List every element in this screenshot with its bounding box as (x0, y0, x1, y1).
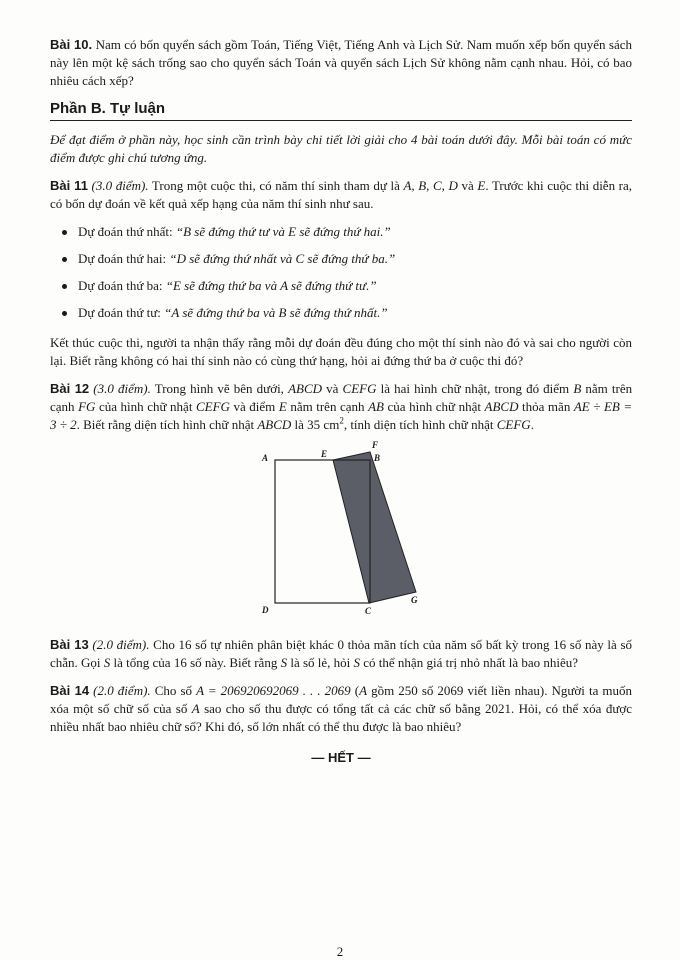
math-number-a: A = 206920692069 . . . 2069 (196, 683, 351, 698)
problem-10-text: Nam có bốn quyển sách gồm Toán, Tiếng Việt, Tiếng Anh và Lịch Sử. Nam muốn xếp bốn quyển sách này lên một kệ sách trống sao cho quyển sách Toán và quyển sách Lịch Sử không nằm cạnh nhau. Hỏi, có bao nhiêu cách xếp? (50, 37, 633, 88)
prediction-quote: “D sẽ đứng thứ nhất và C sẽ đứng thứ ba.” (169, 251, 396, 266)
section-b-intro: Để đạt điểm ở phần này, học sinh cần trình bày chi tiết lời giải cho 4 bài toán dưới đây. Mỗi bài toán có mức điểm được ghi chú tương ứng. (50, 132, 632, 165)
problem-12-label: Bài 12 (50, 381, 90, 396)
problem-13-text: có thể nhận giá trị nhỏ nhất là bao nhiêu? (363, 655, 579, 670)
problem-10 (50, 36, 632, 90)
prediction-item (50, 250, 632, 268)
problem-12-text: . Biết rằng diện tích hình chữ nhật (76, 417, 255, 432)
math-abcd: ABCD (257, 417, 292, 432)
problem-11-conclusion: Kết thúc cuộc thi, người ta nhận thấy rằng mỗi dự đoán đều đúng cho một thí sinh nào đó và sai cho người còn lại. Biết rằng không có hai thí sinh nào có cùng thứ hạng, hỏi ai đứng thứ ba ở cuộc thi đó? (50, 335, 632, 368)
math-cefg: CEFG (342, 381, 377, 396)
math-cefg: CEFG (496, 417, 531, 432)
label-g: G (411, 595, 418, 605)
problem-13-text: là số lẻ, hỏi (290, 655, 351, 670)
prediction-label: Dự đoán thứ nhất: (78, 224, 173, 239)
label-a: A (262, 453, 269, 463)
section-b-title: Phần B. Tự luận (50, 100, 166, 117)
label-e: E (321, 449, 328, 459)
section-b-heading (50, 100, 632, 121)
prediction-item (50, 304, 632, 322)
math-b: B (573, 381, 582, 396)
problem-14-points: (2.0 điểm). (93, 683, 151, 698)
problem-12-text: của hình chữ nhật (98, 399, 193, 414)
problem-10-label: Bài 10. (50, 37, 93, 52)
problem-12-text: và (326, 381, 339, 396)
rectangle-cefg (333, 452, 416, 603)
problem-11-text-b: . Trước khi cuộc thi diễn ra, có bốn dự đoán về kết quả xếp hạng của năm thí sinh như sau. (50, 178, 633, 211)
problem-12-text: . (530, 417, 534, 432)
problem-12-text: Trong hình vẽ bên dưới, (154, 381, 284, 396)
prediction-item (50, 223, 632, 241)
math-a: A (191, 701, 200, 716)
problem-11-and: và (461, 178, 474, 193)
problem-14-label: Bài 14 (50, 683, 90, 698)
prediction-list (50, 223, 632, 322)
problem-12-text: và điểm (233, 399, 276, 414)
label-b: B (374, 453, 381, 463)
problem-12-points: (3.0 điểm). (93, 381, 151, 396)
problem-14-text: sao cho số thu được có tổng tất cả các chữ số bằng 2021. Hỏi, có thể xóa được nhiều nhất bao nhiêu chữ số? Khi đó, số lớn nhất có thể thu được là bao nhiêu? (50, 701, 633, 734)
math-superscript: 2 (339, 415, 344, 426)
end-marker: — HẾT — (311, 750, 371, 765)
prediction-quote: “E sẽ đứng thứ ba và A sẽ đứng thứ tư.” (165, 278, 377, 293)
problem-11-points: (3.0 điểm). (91, 178, 149, 193)
prediction-quote: “B sẽ đứng thứ tư và E sẽ đứng thứ hai.” (175, 224, 391, 239)
prediction-item (50, 277, 632, 295)
math-a: A (359, 683, 368, 698)
problem-11-text-a: Trong một cuộc thi, có năm thí sinh tham dự là (151, 178, 400, 193)
math-s: S (280, 655, 288, 670)
math-s: S (103, 655, 111, 670)
prediction-label: Dự đoán thứ hai: (78, 251, 167, 266)
problem-13-label: Bài 13 (50, 637, 89, 652)
math-fg: FG (78, 399, 96, 414)
math-ratio: AE ÷ EB = 3 ÷ 2 (50, 399, 633, 432)
math-cefg: CEFG (195, 399, 230, 414)
prediction-label: Dự đoán thứ ba: (78, 278, 163, 293)
problem-11-label: Bài 11 (50, 178, 88, 193)
problem-12-text: là hai hình chữ nhật, trong đó điểm (380, 381, 570, 396)
problem-11 (50, 177, 632, 213)
problem-13-text: Cho 16 số tự nhiên phân biệt khác 0 thỏa mãn tích của năm số bất kỳ trong 16 số này là số chẵn. Gọi (50, 637, 633, 670)
problem-12 (50, 380, 632, 434)
math-abcd: ABCD (484, 399, 519, 414)
label-c: C (365, 606, 372, 616)
rectangle-diagram (50, 440, 632, 626)
problem-14 (50, 682, 632, 736)
prediction-label: Dự đoán thứ tư: (78, 305, 161, 320)
label-f: F (372, 440, 379, 450)
problem-14-text: Cho số (154, 683, 193, 698)
problem-12-text: nằm trên cạnh (290, 399, 365, 414)
problem-12-text: thỏa mãn (522, 399, 571, 414)
problem-14-text: gồm 250 số 2069 viết liền nhau). Người ta muốn xóa một số chữ số của số (50, 683, 633, 716)
geometry-figure (50, 440, 632, 626)
exam-page (50, 36, 632, 765)
problem-11-names: A, B, C, D (403, 178, 458, 193)
math-abcd: ABCD (288, 381, 323, 396)
problem-12-text: của hình chữ nhật (387, 399, 481, 414)
problem-12-area: là 35 cm (294, 417, 340, 432)
math-e: E (278, 399, 287, 414)
math-s: S (353, 655, 361, 670)
math-ab: AB (368, 399, 384, 414)
problem-13 (50, 636, 632, 672)
problem-12-text: nằm trên cạnh (50, 381, 633, 414)
problem-13-points: (2.0 điểm). (92, 637, 150, 652)
problem-13-text: là tổng của 16 số này. Biết rằng (113, 655, 278, 670)
problem-12-text: , tính diện tích hình chữ nhật (343, 417, 494, 432)
prediction-quote: “A sẽ đứng thứ ba và B sẽ đứng thứ nhất.” (164, 305, 388, 320)
page-number: 2 (336, 944, 344, 959)
problem-14-text: ( (354, 683, 360, 698)
problem-11-last-name: E (477, 178, 486, 193)
label-d: D (262, 605, 269, 615)
